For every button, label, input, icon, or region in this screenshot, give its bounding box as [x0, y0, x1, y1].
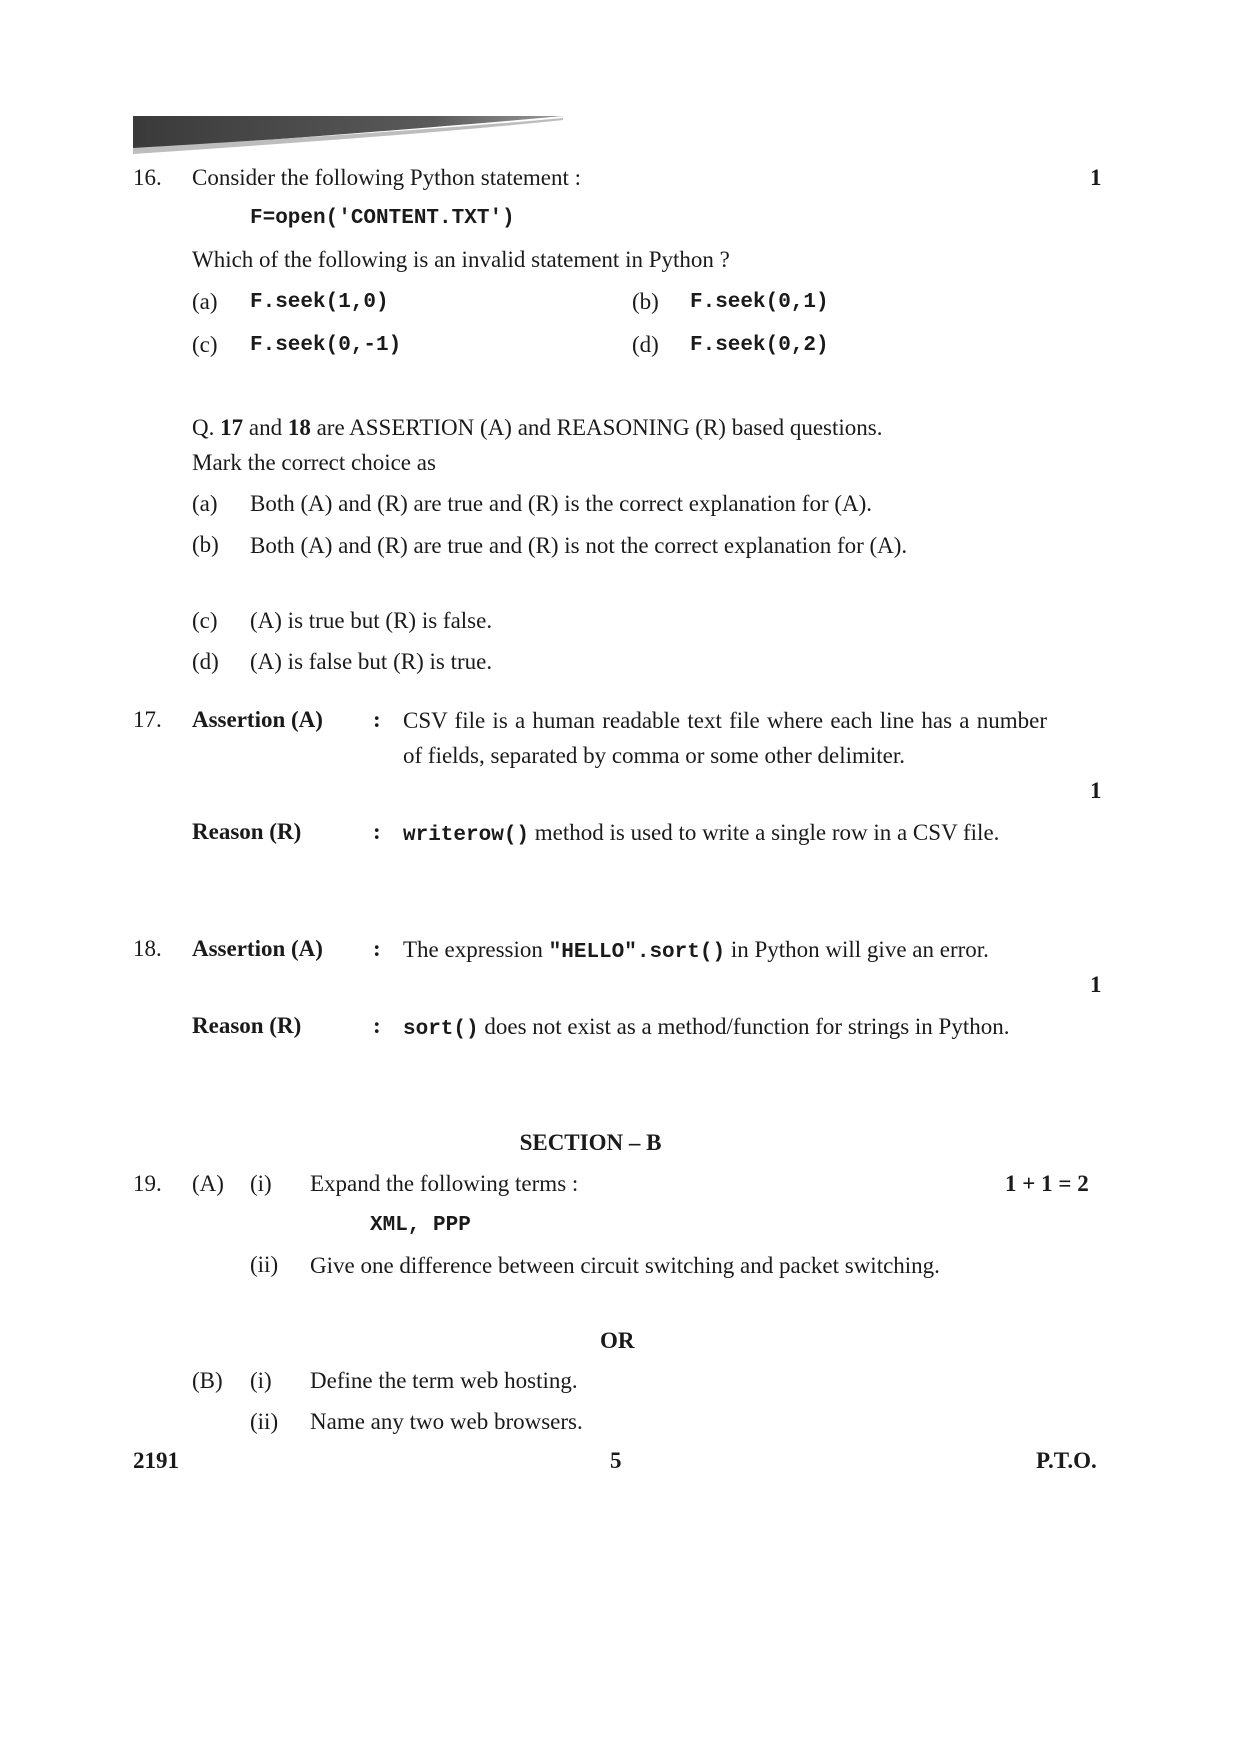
ar-choice-c-label: (c) [192, 608, 218, 633]
ar-intro-q: Q. [192, 415, 215, 440]
ar-intro-line1 [192, 411, 882, 446]
option-a-code: F.seek(1,0) [250, 291, 389, 314]
question-18-reason-label: Reason (R) [192, 1013, 302, 1038]
question-19-a-i-text: Expand the following terms : [310, 1171, 579, 1196]
ar-choice-a-label: (a) [192, 491, 218, 516]
question-17-assertion-label: Assertion (A) [192, 707, 323, 732]
question-16-code: F=open('CONTENT.TXT') [250, 207, 515, 230]
question-17-reason-code: writerow() [403, 824, 530, 847]
option-c-label: (c) [192, 332, 218, 357]
ar-choice-b-text: Both (A) and (R) are true and (R) is not the correct explanation for (A). [250, 533, 908, 558]
section-b-heading [0, 1126, 1241, 1161]
section-b-title: SECTION – B [519, 1130, 662, 1155]
question-19-b-i-label: (i) [250, 1368, 272, 1393]
option-b-code: F.seek(0,1) [690, 291, 829, 314]
question-19-marks: 1 + 1 = 2 [1005, 1171, 1089, 1196]
question-17-reason-text: method is used to write a single row in a CSV file. [534, 820, 1000, 845]
ar-choice-d-text: (A) is false but (R) is true. [250, 649, 493, 674]
ar-intro-rest: are ASSERTION (A) and REASONING (R) based questions. [316, 415, 883, 440]
ar-choice-a-text: Both (A) and (R) are true and (R) is the correct explanation for (A). [250, 491, 873, 516]
question-18-marks: 1 [1090, 972, 1102, 997]
option-b-label: (b) [632, 289, 659, 314]
option-d-code: F.seek(0,2) [690, 334, 829, 357]
ar-choice-d-label: (d) [192, 649, 219, 674]
header-decorative-bar [133, 116, 563, 154]
question-18-assertion-label: Assertion (A) [192, 936, 323, 961]
ar-intro-and: and [248, 415, 283, 440]
question-18-assertion-post: in Python will give an error. [730, 937, 989, 962]
question-18-number: 18. [133, 936, 162, 961]
question-17-marks: 1 [1090, 778, 1102, 803]
question-16-prompt: Which of the following is an invalid statement in Python ? [192, 247, 730, 272]
question-18-reason [403, 1009, 1047, 1048]
question-19-a-label: (A) [192, 1171, 224, 1196]
question-16-marks: 1 [1090, 165, 1102, 190]
question-17-reason [403, 815, 1047, 854]
ar-choice-b-label: (b) [192, 532, 219, 557]
question-17-assertion-colon: : [373, 707, 381, 732]
footer-pto: P.T.O. [1036, 1448, 1097, 1473]
footer-page-number: 5 [610, 1448, 622, 1473]
question-18-reason-text: does not exist as a method/function for strings in Python. [484, 1014, 1010, 1039]
question-19-number: 19. [133, 1171, 162, 1196]
question-16-text: Consider the following Python statement : [192, 165, 582, 190]
question-18-assertion-code: "HELLO".sort() [548, 941, 726, 964]
question-19-a-i-label: (i) [250, 1171, 272, 1196]
question-19-b-ii-text: Name any two web browsers. [310, 1409, 583, 1434]
question-19-a-ii-text: Give one difference between circuit switching and packet switching. [310, 1253, 940, 1278]
question-19-a-ii-label: (ii) [250, 1252, 279, 1277]
question-17-assertion-text: CSV file is a human readable text file where each line has a number of fields, separated by comma or some other delimiter. [403, 708, 1047, 768]
question-17-reason-colon: : [373, 819, 381, 844]
option-c-code: F.seek(0,-1) [250, 334, 402, 357]
ar-intro-line2: Mark the correct choice as [192, 450, 436, 475]
question-16-number: 16. [133, 165, 162, 190]
question-17-number: 17. [133, 707, 162, 732]
option-d-label: (d) [632, 332, 659, 357]
ar-intro-18: 18 [287, 415, 311, 440]
question-18-assertion-pre: The expression [403, 937, 543, 962]
question-17-reason-label: Reason (R) [192, 819, 302, 844]
question-18-reason-code: sort() [403, 1018, 479, 1041]
question-18-reason-colon: : [373, 1013, 381, 1038]
question-18-assertion [403, 932, 1047, 971]
question-19-b-i-text: Define the term web hosting. [310, 1368, 578, 1393]
footer-paper-code: 2191 [133, 1448, 179, 1473]
question-19-b-ii-label: (ii) [250, 1409, 279, 1434]
ar-intro-17: 17 [220, 415, 244, 440]
option-a-label: (a) [192, 289, 218, 314]
question-19-b-label: (B) [192, 1368, 223, 1393]
question-19-a-i-code: XML, PPP [370, 1214, 471, 1237]
ar-choice-c-text: (A) is true but (R) is false. [250, 608, 493, 633]
question-18-assertion-colon: : [373, 936, 381, 961]
question-19-or: OR [600, 1328, 635, 1353]
